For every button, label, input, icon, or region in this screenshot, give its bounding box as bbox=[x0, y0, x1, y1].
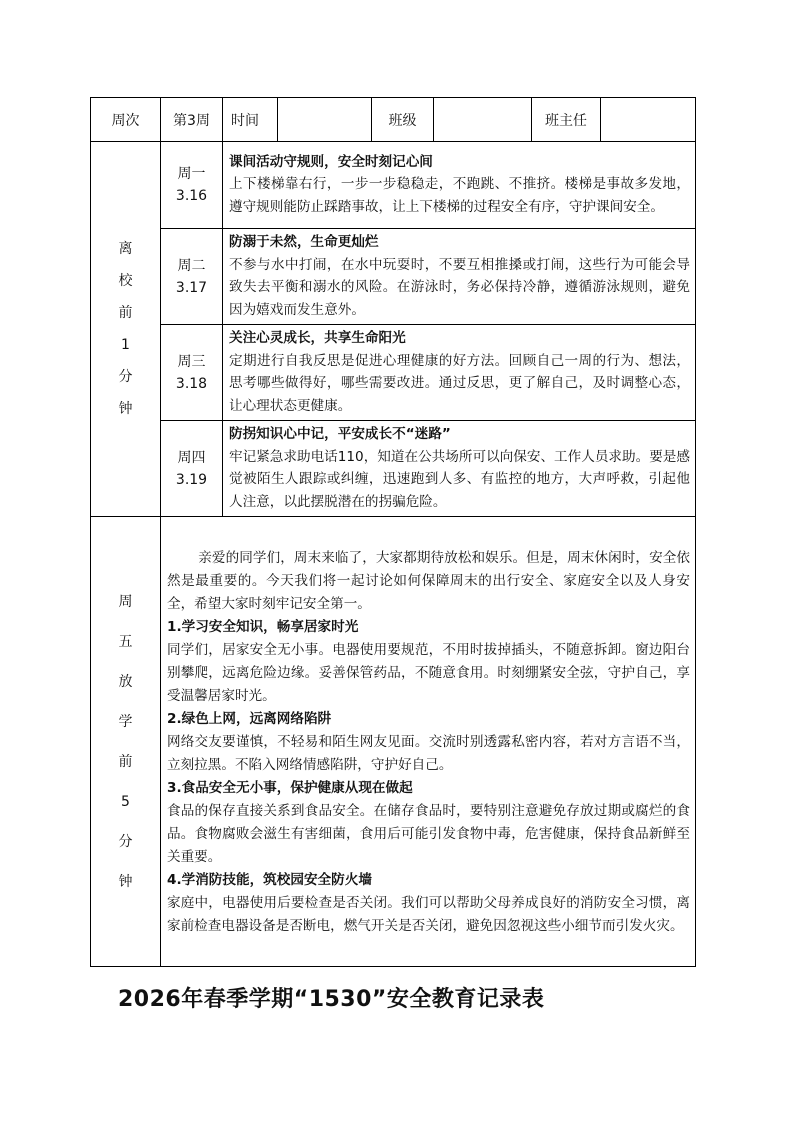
label-char: 分 bbox=[118, 833, 133, 850]
day-date: 3.16 bbox=[175, 188, 208, 204]
label-char: 钟 bbox=[118, 873, 133, 890]
friday-content bbox=[161, 517, 696, 967]
day-title: 防溺于未然，生命更灿烂 bbox=[229, 234, 379, 250]
friday-row bbox=[91, 517, 696, 967]
label-char: 5 bbox=[121, 793, 130, 810]
safety-record-table bbox=[90, 97, 696, 967]
item-title: 2.绿色上网，远离网络陷阱 bbox=[167, 711, 332, 727]
day-title: 课间活动守规则，安全时刻记心间 bbox=[229, 153, 433, 170]
intro-paragraph: 亲爱的同学们，周末来临了，大家都期待放松和娱乐。但是，周末休闲时，安全依然是最重要的。今天我们将一起讨论如何保障周末的出行安全、家庭安全以及人身安全，希望大家时刻牢记安全第一。 bbox=[167, 550, 690, 612]
label-char: 前 bbox=[118, 305, 133, 321]
header-row bbox=[91, 98, 696, 142]
day-cell bbox=[161, 142, 223, 229]
document-title: 2026年春季学期“1530”安全教育记录表 bbox=[118, 987, 545, 1012]
day-row bbox=[91, 325, 696, 421]
label-char: 五 bbox=[118, 633, 133, 650]
section1-label bbox=[91, 142, 161, 517]
label-char: 钟 bbox=[118, 401, 133, 417]
day-content bbox=[223, 229, 696, 325]
day-cell bbox=[161, 421, 223, 517]
day-name: 周四 bbox=[177, 449, 206, 466]
time-label: 时间 bbox=[223, 98, 278, 142]
day-date: 3.18 bbox=[175, 375, 208, 392]
day-body: 不参与水中打闹，在水中玩耍时，不要互相推搡或打闹，这些行为可能会导致失去平衡和溺水的风险。在游泳时，务必保持冷静，遵循游泳规则，避免因为嬉戏而发生意外。 bbox=[229, 256, 690, 318]
time-value[interactable] bbox=[278, 98, 372, 142]
day-cell bbox=[161, 229, 223, 325]
label-char: 周 bbox=[118, 593, 133, 610]
label-char: 学 bbox=[118, 713, 133, 730]
day-body: 上下楼梯靠右行，一步一步稳稳走，不跑跳、不推挤。楼梯是事故多发地，遵守规则能防止踩踏事故，让上下楼梯的过程安全有序，守护课间安全。 bbox=[229, 176, 690, 215]
item-body: 同学们，居家安全无小事。电器使用要规范，不用时拔掉插头，不随意拆卸。窗边阳台别攀爬，远离危险边缘。妥善保管药品，不随意食用。时刻绷紧安全弦，守护自己，享受温馨居家时光。 bbox=[167, 642, 690, 704]
section2-label bbox=[91, 517, 161, 967]
day-row bbox=[91, 421, 696, 517]
class-label: 班级 bbox=[372, 98, 434, 142]
item-body: 食品的保存直接关系到食品安全。在储存食品时，要特别注意避免存放过期或腐烂的食品。食物腐败会滋生有害细菌，食用后可能引发食物中毒，危害健康，保持食品新鲜至关重要。 bbox=[167, 803, 690, 865]
item-body: 家庭中，电器使用后要检查是否关闭。我们可以帮助父母养成良好的消防安全习惯，离家前检查电器设备是否断电，燃气开关是否关闭，避免因忽视这些小细节而引发火灾。 bbox=[167, 895, 690, 934]
day-content bbox=[223, 325, 696, 421]
day-body: 牢记紧急求助电话110，知道在公共场所可以向保安、工作人员求助。要是感觉被陌生人跟踪或纠缠，迅速跑到人多、有监控的地方，大声呼救，引起他人注意，以此摆脱潜在的拐骗危险。 bbox=[229, 448, 690, 510]
teacher-value[interactable] bbox=[601, 98, 696, 142]
week-value: 第3周 bbox=[161, 98, 223, 142]
day-title: 防拐知识心中记，平安成长不“迷路” bbox=[229, 426, 451, 442]
item-body: 网络交友要谨慎，不轻易和陌生网友见面。交流时别透露私密内容，若对方言语不当，立刻拉黑。不陷入网络情感陷阱，守护好自己。 bbox=[167, 734, 690, 773]
day-name: 周二 bbox=[177, 257, 206, 274]
day-date: 3.19 bbox=[175, 471, 208, 488]
day-name: 周一 bbox=[177, 166, 206, 182]
item-title: 4.学消防技能，筑校园安全防火墙 bbox=[167, 872, 372, 888]
item-title: 3.食品安全无小事，保护健康从现在做起 bbox=[167, 780, 413, 796]
label-char: 分 bbox=[118, 369, 133, 385]
day-name: 周三 bbox=[177, 353, 206, 370]
day-body: 定期进行自我反思是促进心理健康的好方法。回顾自己一周的行为、想法，思考哪些做得好，哪些需要改进。通过反思，更了解自己，及时调整心态，让心理状态更健康。 bbox=[229, 352, 690, 414]
day-row bbox=[91, 142, 696, 229]
day-cell bbox=[161, 325, 223, 421]
day-content bbox=[223, 421, 696, 517]
label-char: 前 bbox=[118, 753, 133, 770]
week-label: 周次 bbox=[91, 98, 161, 142]
label-char: 1 bbox=[121, 337, 130, 353]
label-char: 校 bbox=[118, 273, 133, 289]
day-date: 3.17 bbox=[175, 279, 208, 296]
teacher-label: 班主任 bbox=[532, 98, 601, 142]
label-char: 离 bbox=[118, 241, 133, 257]
label-char: 放 bbox=[118, 673, 133, 690]
class-value[interactable] bbox=[434, 98, 532, 142]
day-content bbox=[223, 142, 696, 229]
item-title: 1.学习安全知识，畅享居家时光 bbox=[167, 619, 359, 635]
day-title: 关注心灵成长，共享生命阳光 bbox=[229, 330, 406, 346]
day-row bbox=[91, 229, 696, 325]
